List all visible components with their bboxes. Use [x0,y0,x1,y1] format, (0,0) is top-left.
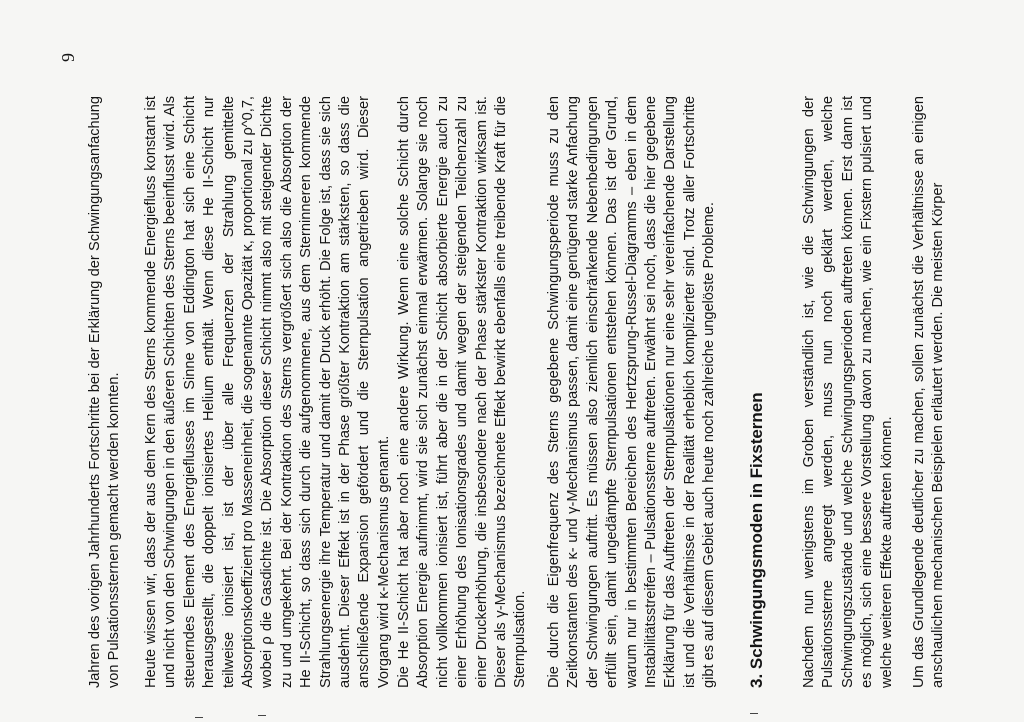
page-number: 9 [58,53,78,62]
paragraph-kappa-mechanism: Heute wissen wir, dass der aus dem Kern des Sterns kommende Energiefluss konstant ist und nicht von den Schwingungen in den äußeren Schichten des Sterns beeinflusst wird. Als steuerndes Element des Energieflusses im Sinne von Eddington hat sich eine Schicht herausgestellt, die doppelt ionisiertes Helium enthält. Wenn diese He II-Schicht nur teilweise ionisiert ist, ist der über alle Frequenzen der Strahlung gemittelte Absorptionskoeffizient pro Masseneinheit, die sogenannte Opazität κ, proportional zu ρ^0,7, wobei ρ die Gasdichte ist. Die Absorption dieser Schicht nimmt also mit steigender Dichte zu und umgekehrt. Bei der Kontraktion des Sterns vergrößert sich also die Absorption der He II-Schicht, so dass sich durch die aufgenommene, aus dem Sterninneren kommende Strahlungsenergie ihre Temperatur und damit der Druck erhöht. Die Folge ist, dass sie sich ausdehnt. Dieser Effekt ist in der Phase größter Kontraktion am stärksten, so dass die anschließende Expansion gefördert und die Sternpulsation angetrieben wird. Dieser Vorgang wird κ-Mechanismus genannt. [143,96,392,688]
section-heading: 3. Schwingungsmoden in Fixsternen [747,392,766,688]
paragraph-oscillation-modes: Nachdem nun wenigstens im Groben verständlich ist, wie die Schwingungen der Pulsationssterne angeregt werden, muss nun noch geklärt werden, welche Schwingungszustände und welche Schwingungsperioden auftreten können. Erst dann ist es möglich, sich eine bessere Vorstellung davon zu machen, wie ein Fixstern pulsiert und welche weiteren Effekte auftreten können. [801,96,895,688]
scan-mark [750,713,758,714]
paragraph-instability-strip: Die durch die Eigenfrequenz des Sterns gegebene Schwingungsperiode muss zu den Zeitkonstanten des κ- und γ-Mechanismus passen, damit eine genügend starke Anfachung der Schwingungen auftritt. Es müssen also ziemlich einschränkende Nebenbedingungen erfüllt sein, damit ungedämpfte Sternpulsationen entstehen können. Das ist der Grund, warum nur in bestimmten Bereichen des Hertzsprung-Russel-Diagramms – eben in dem Instabilitätsstreifen – Pulsationssterne auftreten. Erwähnt sei noch, dass die hier gegebene Erklärung für das Auftreten der Sternpulsationen nur eine sehr vereinfachende Darstellung ist und die Verhältnisse in der Realität erheblich komplizierter sind. Trotz aller Fortschritte gibt es auf diesem Gebiet auch heute noch zahlreiche ungelöste Probleme. [546,96,718,688]
paragraph-intro-continuation: Jahren des vorigen Jahrhunderts Fortschritte bei der Erklärung der Schwingungsanfachung von Pulsationssternen gemacht werden konnten. [87,96,123,688]
paragraph-mechanical-examples: Um das Grundlegende deutlicher zu machen, sollen zunächst die Verhältnisse an einigen anschaulichen mechanischen Beispielen erläutert werden. Die meisten Körper [911,96,947,688]
scan-mark [195,717,203,718]
scan-mark [258,715,266,716]
paragraph-gamma-mechanism: Die He II-Schicht hat aber noch eine andere Wirkung. Wenn eine solche Schicht durch Absorption Energie aufnimmt, wird sie sich zunächst einmal erwärmen. Solange sie noch nicht vollkommen ionisiert ist, führt aber die in der Schicht absorbierte Energie auch zu einer Erhöhung des Ionisationsgrades und damit wegen der steigenden Teilchenzahl zu einer Druckerhöhung, die insbesondere nach der Phase stärkster Kontraktion wirksam ist. Dieser als γ-Mechanismus bezeichnete Effekt bewirkt ebenfalls eine treibende Kraft für die Sternpulsation. [396,96,529,688]
